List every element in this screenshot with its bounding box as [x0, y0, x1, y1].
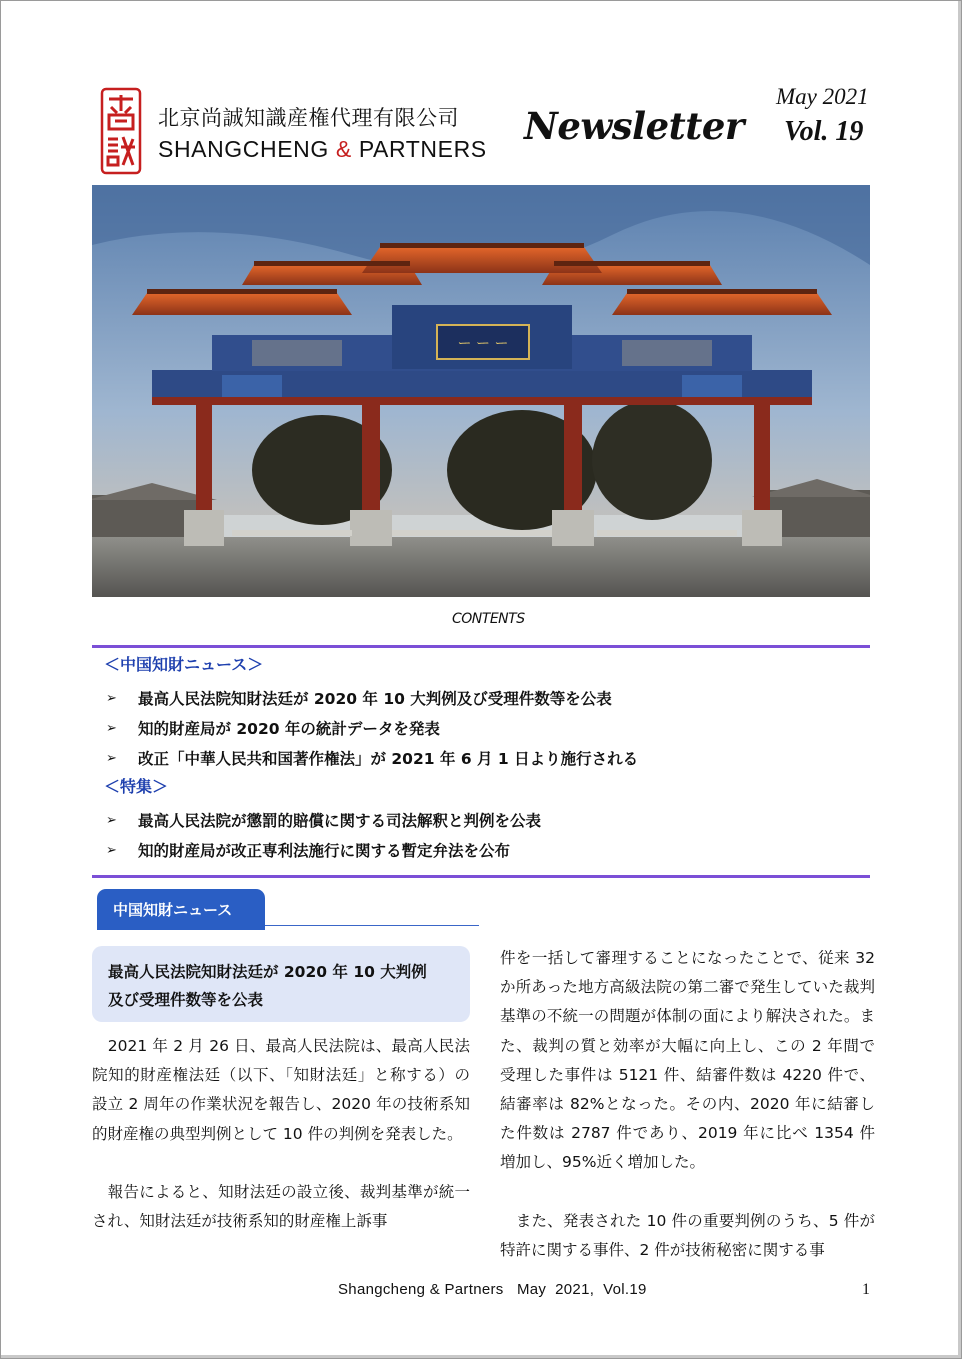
company-logo-seal	[99, 85, 143, 177]
toc-item-label: 最高人民法院知財法廷が 2020 年 10 大判例及び受理件数等を公表	[138, 690, 612, 708]
toc-item[interactable]	[104, 684, 864, 714]
svg-text:ー ー ー: ー ー ー	[457, 336, 509, 352]
contents-bottom-rule	[92, 875, 870, 878]
section-tab-china-news: 中国知財ニュース	[97, 889, 265, 930]
arrow-bullet-icon: ➢	[106, 813, 117, 828]
toc-item[interactable]	[104, 744, 864, 774]
article-title-line2: 及び受理件数等を公表	[108, 991, 264, 1009]
arrow-bullet-icon: ➢	[106, 843, 117, 858]
table-of-contents	[104, 654, 864, 866]
ampersand: &	[335, 136, 352, 162]
toc-heading-feature: ＜特集＞	[104, 777, 169, 796]
article-column-left	[92, 1032, 470, 1236]
contents-label: CONTENTS	[452, 611, 525, 627]
toc-item-label: 知的財産局が改正専利法施行に関する暫定弁法を公布	[138, 842, 511, 860]
article-paragraph: また、発表された 10 件の重要判例のうち、5 件が特許に関する事件、2 件が技術秘密に関する事	[500, 1211, 875, 1259]
toc-item-label: 改正「中華人民共和国著作権法」が 2021 年 6 月 1 日より施行される	[138, 750, 639, 768]
company-name-english	[158, 136, 487, 163]
article-paragraph: 2021 年 2 月 26 日、最高人民法院は、最高人民法院知的財産権法廷（以下、「知財法廷」と称する）の設立 2 周年の作業状況を報告し、2020 年の技術系知的財産権の典型判例として 10 件の判例を発表した。	[92, 1037, 470, 1143]
arrow-bullet-icon: ➢	[106, 721, 117, 736]
arrow-bullet-icon: ➢	[106, 691, 117, 706]
article-paragraph: 報告によると、知財法廷の設立後、裁判基準が統一され、知財法廷が技術系知的財産権上訴事	[92, 1182, 470, 1231]
footer-text: Shangcheng & Partners May 2021, Vol.19	[338, 1281, 647, 1298]
article-column-right	[500, 944, 875, 1265]
arrow-bullet-icon: ➢	[106, 751, 117, 766]
issue-date: May 2021	[776, 84, 869, 109]
toc-item-label: 最高人民法院が懲罰的賠償に関する司法解釈と判例を公表	[138, 812, 542, 830]
toc-item[interactable]	[104, 806, 864, 836]
company-name-japanese: 北京尚誠知識産権代理有限公司	[158, 106, 459, 130]
issue-volume: Vol. 19	[784, 116, 864, 147]
newsletter-title: Newsletter	[524, 104, 744, 148]
page-number: 1	[862, 1281, 870, 1298]
toc-item[interactable]	[104, 836, 864, 866]
company-name-rest: PARTNERS	[358, 136, 487, 162]
section-underline	[265, 925, 479, 926]
article-paragraph: 件を一括して審理することになったことで、従来 32 か所あった地方高級法院の第二審で発生していた裁判基準の不統一の問題が体制の面により解決された。また、裁判の質と効率が大幅に向上し、この 2 年間で受理した事件は 5121 件、結審件数は 4220 件で、結審率は 82%となった。その内、2020 年に結審した件数は 2787 件であり、2019 年に比べ 1354 件増加し、95%近く増加した。	[500, 949, 875, 1172]
toc-item[interactable]	[104, 714, 864, 744]
cover-photo	[92, 185, 870, 597]
toc-item-label: 知的財産局が 2020 年の統計データを発表	[138, 720, 440, 738]
article-title-line1: 最高人民法院知財法廷が 2020 年 10 大判例	[108, 963, 427, 981]
company-name-main: SHANGCHENG	[158, 136, 329, 162]
contents-top-rule	[92, 645, 870, 648]
toc-heading-china-news: ＜中国知財ニュース＞	[104, 655, 264, 674]
article-title-box	[92, 946, 470, 1022]
